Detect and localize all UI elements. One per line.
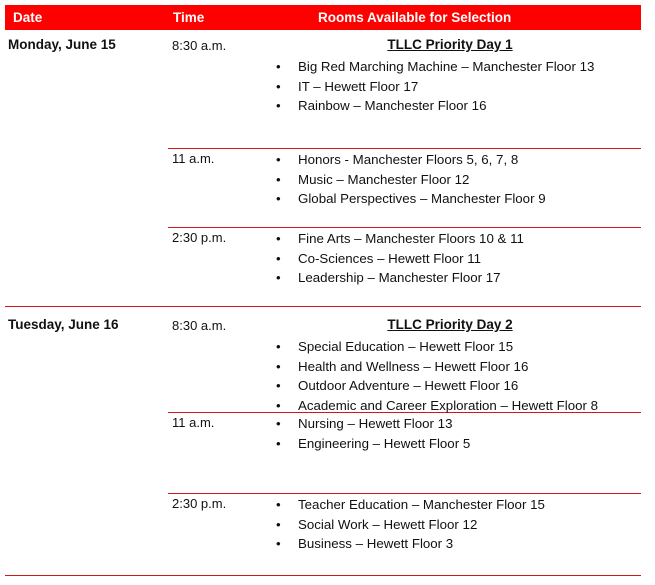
room-list-item [268, 357, 598, 377]
room-label: Special Education – Hewett Floor 15 [298, 339, 514, 354]
room-label: Honors - Manchester Floors 5, 6, 7, 8 [298, 152, 519, 167]
room-label: Co-Sciences – Hewett Floor 11 [298, 250, 482, 266]
room-list-item [268, 495, 545, 515]
room-list-item [268, 268, 524, 288]
column-header-rooms: Rooms Available for Selection [318, 10, 512, 25]
row-divider-1 [168, 148, 641, 149]
room-label: Teacher Education – Manchester Floor 15 [298, 497, 545, 512]
bullet-icon: • [276, 270, 281, 286]
room-list-item [268, 515, 545, 535]
room-list-4 [268, 337, 598, 415]
room-list-item [268, 57, 594, 77]
date-cell-day-2: Tuesday, June 16 [8, 317, 119, 332]
room-list-item [268, 337, 598, 357]
bullet-icon: • [276, 339, 281, 354]
room-list-item [268, 249, 524, 269]
room-list-item [268, 77, 594, 97]
bullet-icon: • [276, 435, 281, 451]
row-divider-5 [168, 493, 641, 494]
room-label: Health and Wellness – Hewett Floor 16 [298, 358, 529, 374]
column-header-time: Time [173, 10, 205, 25]
bullet-icon: • [276, 171, 281, 187]
room-label: Leadership – Manchester Floor 17 [298, 270, 501, 286]
bullet-icon: • [276, 152, 281, 167]
bullet-icon: • [276, 78, 281, 94]
time-cell-3: 2:30 p.m. [172, 230, 227, 245]
bullet-icon: • [276, 59, 281, 74]
bullet-icon: • [276, 397, 281, 413]
room-list-item [268, 414, 470, 434]
bullet-icon: • [276, 497, 281, 512]
time-cell-4: 8:30 a.m. [172, 318, 227, 333]
room-list-item [268, 376, 598, 396]
bullet-icon: • [276, 231, 281, 246]
room-list-item [268, 534, 545, 554]
room-label: Rainbow – Manchester Floor 16 [298, 98, 487, 114]
bullet-icon: • [276, 416, 281, 431]
time-cell-2: 11 a.m. [172, 151, 215, 166]
room-label: Outdoor Adventure – Hewett Floor 16 [298, 378, 519, 394]
bullet-icon: • [276, 250, 281, 266]
room-list-2 [268, 150, 546, 209]
room-list-5 [268, 414, 470, 453]
room-label: IT – Hewett Floor 17 [298, 78, 419, 94]
room-list-item [268, 189, 546, 209]
room-label: Business – Hewett Floor 3 [298, 536, 454, 552]
bullet-icon: • [276, 536, 281, 552]
row-divider-6 [5, 575, 641, 576]
room-list-item [268, 434, 470, 454]
priority-day-heading-1: TLLC Priority Day 1 [387, 37, 513, 52]
room-list-item [268, 170, 546, 190]
bullet-icon: • [276, 516, 281, 532]
bullet-icon: • [276, 378, 281, 394]
room-list-1 [268, 57, 594, 116]
table-header-bar [5, 5, 641, 30]
row-divider-2 [168, 227, 641, 228]
room-label: Global Perspectives – Manchester Floor 9 [298, 191, 546, 207]
time-cell-5: 11 a.m. [172, 415, 215, 430]
column-header-date: Date [13, 10, 43, 25]
bullet-icon: • [276, 98, 281, 114]
room-list-item [268, 150, 546, 170]
room-label: Nursing – Hewett Floor 13 [298, 416, 453, 431]
row-divider-3 [5, 306, 641, 307]
room-list-3 [268, 229, 524, 288]
room-list-item [268, 396, 598, 416]
room-list-6 [268, 495, 545, 554]
room-list-item [268, 96, 594, 116]
bullet-icon: • [276, 358, 281, 374]
room-label: Fine Arts – Manchester Floors 10 & 11 [298, 231, 524, 246]
room-label: Academic and Career Exploration – Hewett Floor 8 [298, 397, 599, 413]
room-label: Social Work – Hewett Floor 12 [298, 516, 478, 532]
time-cell-1: 8:30 a.m. [172, 38, 227, 53]
bullet-icon: • [276, 191, 281, 207]
room-label: Engineering – Hewett Floor 5 [298, 435, 471, 451]
room-label: Big Red Marching Machine – Manchester Floor 13 [298, 59, 595, 74]
priority-day-heading-2: TLLC Priority Day 2 [387, 317, 513, 332]
date-cell-day-1: Monday, June 15 [8, 37, 116, 52]
time-cell-6: 2:30 p.m. [172, 496, 227, 511]
room-list-item [268, 229, 524, 249]
room-label: Music – Manchester Floor 12 [298, 171, 470, 187]
